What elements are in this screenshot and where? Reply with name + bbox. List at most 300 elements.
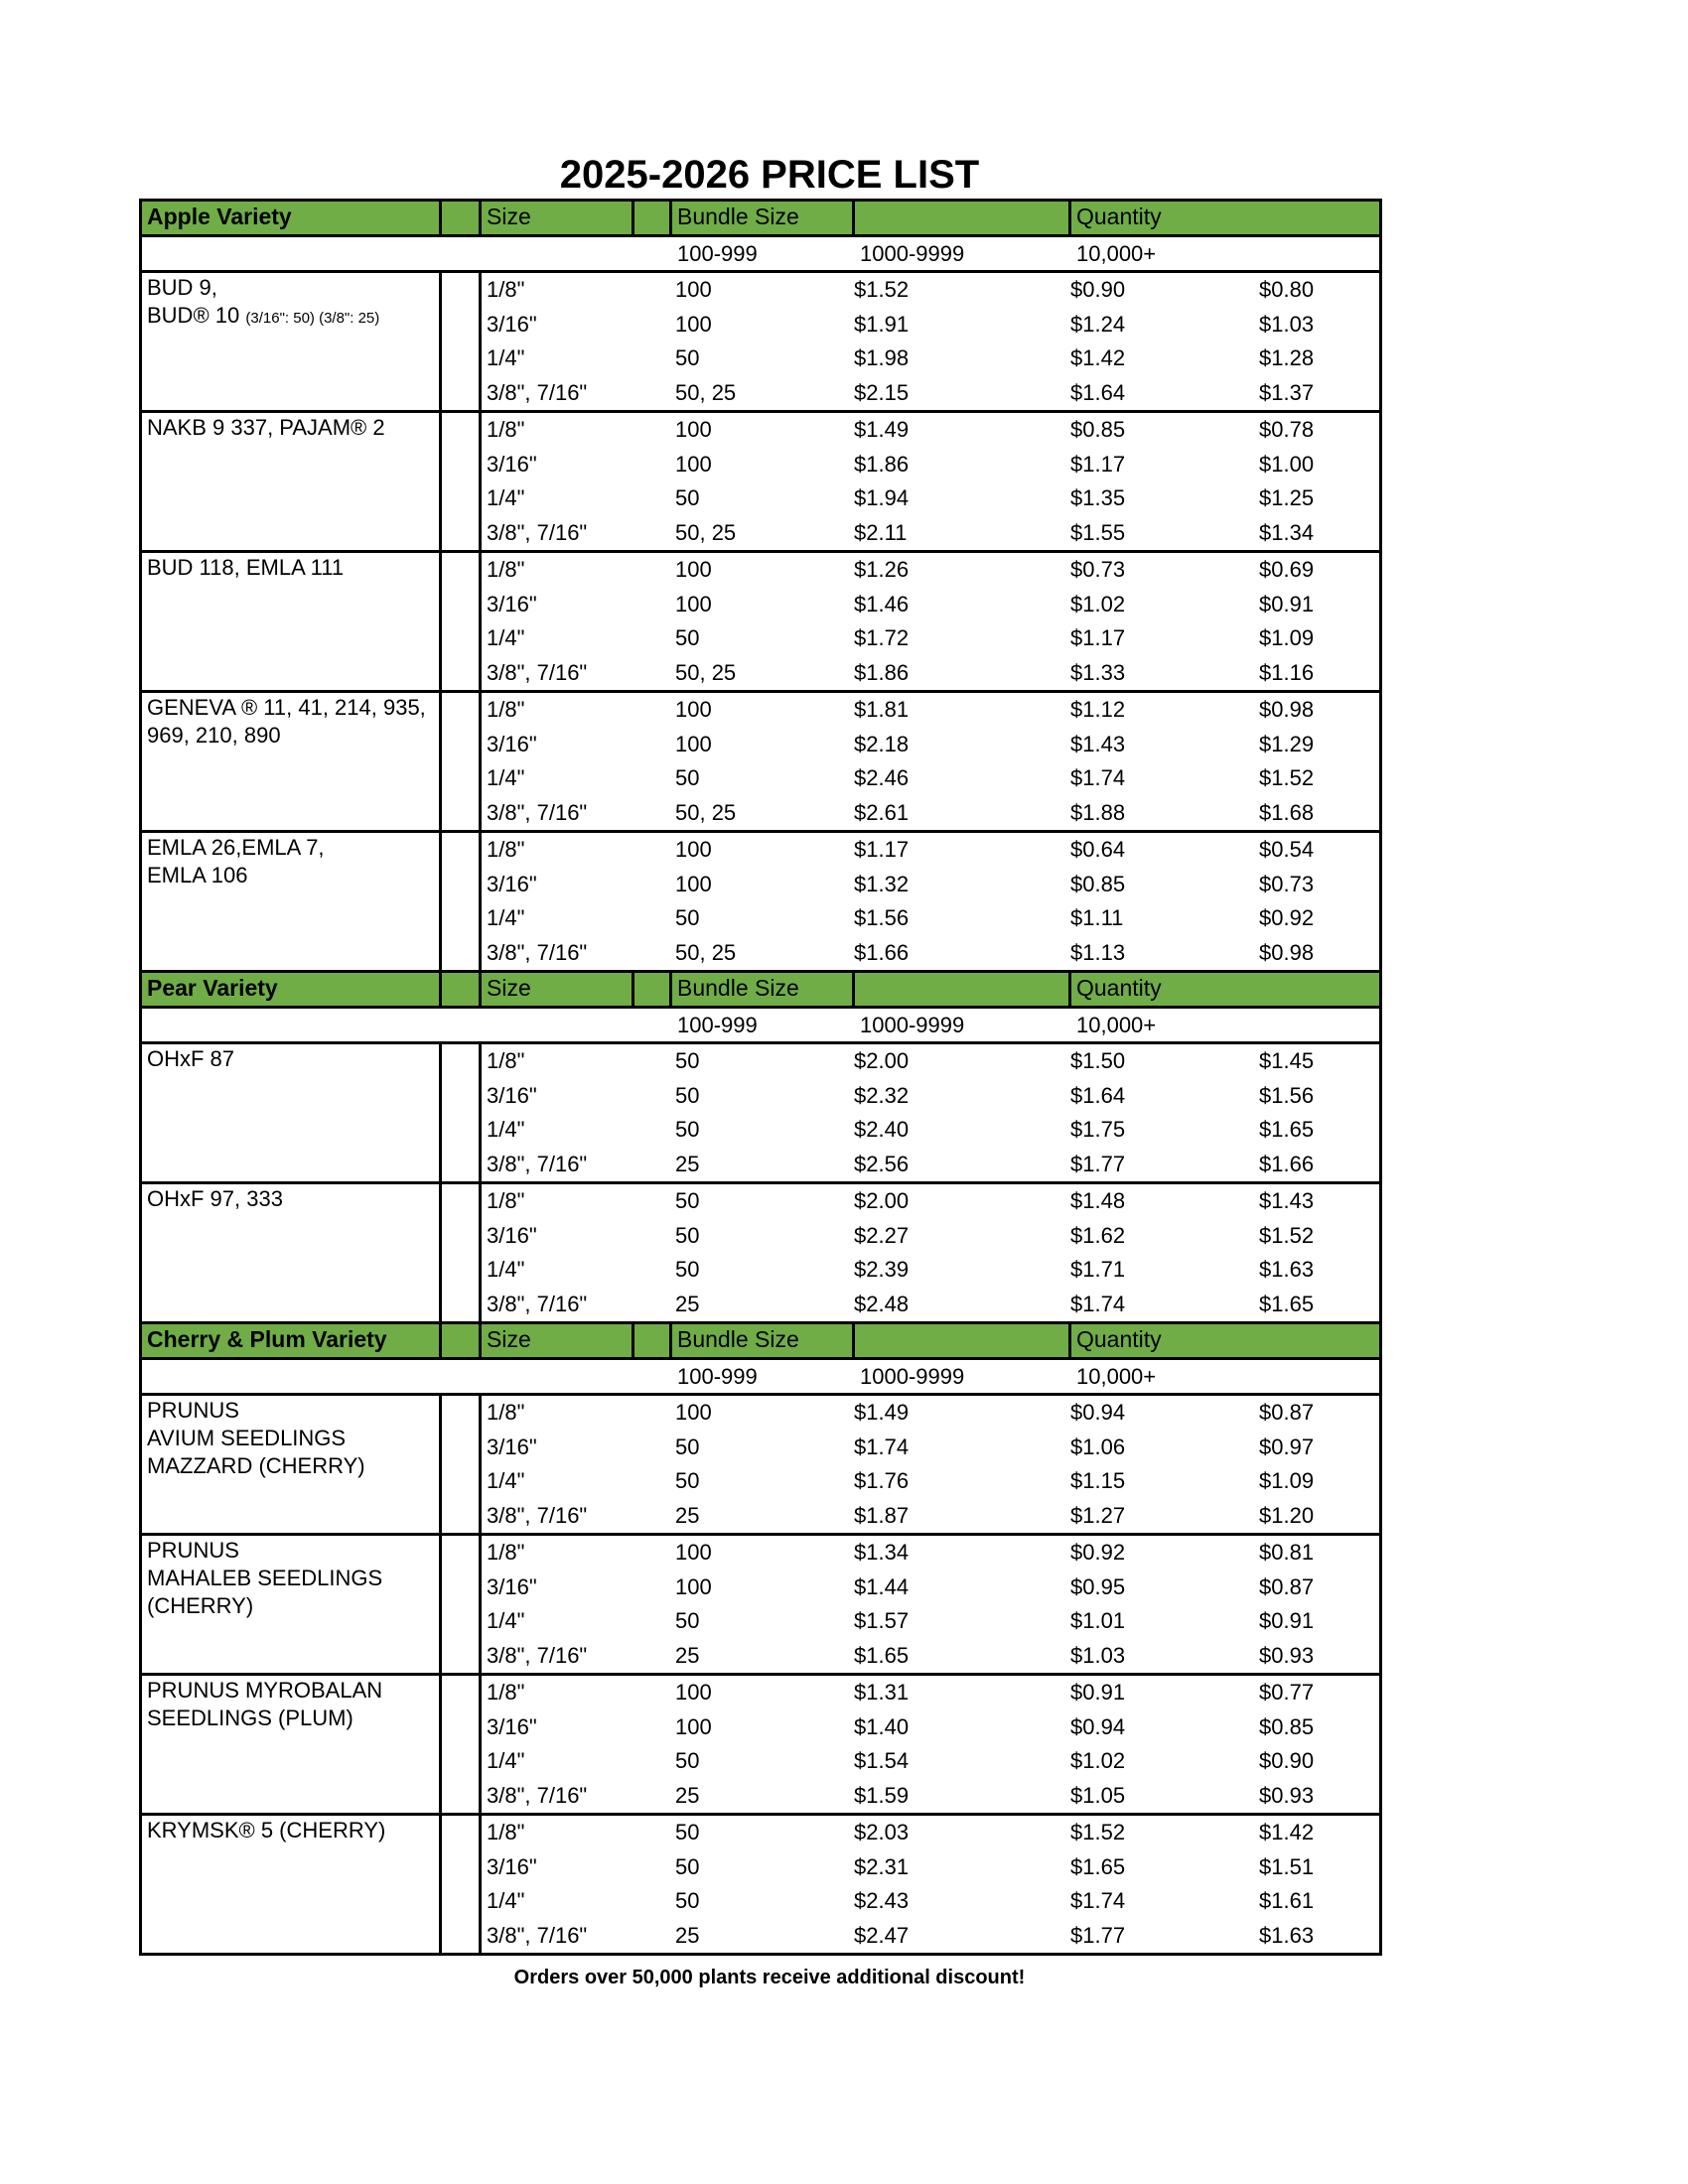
price-10000-plus: $0.80 [1259,277,1315,302]
size-cell: 1/4" [487,1257,525,1282]
price-1000-9999: $0.92 [1070,1540,1126,1565]
quantity-tiers [142,1360,1379,1396]
variety-name-line [147,1677,434,1705]
table-row [482,833,1379,868]
price-10000-plus: $0.98 [1259,939,1315,965]
price-10000-plus: $1.16 [1259,659,1315,685]
price-1000-9999: $1.74 [1070,1888,1126,1913]
size-cell: 1/4" [487,1468,525,1493]
table-row [482,1396,1379,1431]
variety-name-line [147,1397,434,1425]
price-10000-plus: $1.34 [1259,519,1315,545]
price-100-999: $2.47 [854,1922,910,1948]
column-spacer [442,553,482,690]
price-10000-plus: $0.91 [1259,591,1315,616]
table-row [482,1253,1379,1288]
price-1000-9999: $1.03 [1070,1642,1126,1668]
size-cell: 1/8" [487,417,525,442]
size-cell: 1/4" [487,345,525,370]
column-spacer [442,1536,482,1673]
bundle-size-cell: 25 [675,1151,700,1176]
price-10000-plus: $1.37 [1259,379,1315,405]
price-1000-9999: $1.74 [1070,1291,1126,1316]
size-cell: 1/8" [487,1820,525,1844]
bundle-size-cell: 50 [675,1608,700,1633]
variety-name-text: NAKB 9 337, PAJAM® 2 [147,415,385,440]
size-cell: 3/8", 7/16" [487,939,588,965]
price-1000-9999: $0.73 [1070,557,1126,582]
variety-name-line [147,1045,434,1073]
price-10000-plus: $1.68 [1259,799,1315,825]
header-spacer [1260,973,1379,1006]
bundle-size-cell: 100 [675,697,712,722]
variety-name-text: BUD 118, EMLA 111 [147,555,345,580]
size-rows [482,693,1379,830]
price-10000-plus: $0.54 [1259,837,1315,862]
price-1000-9999: $1.17 [1070,625,1126,650]
variety-name-line [147,414,434,442]
size-cell: 1/8" [487,1048,525,1073]
price-10000-plus: $1.65 [1259,1117,1315,1142]
price-1000-9999: $1.50 [1070,1048,1126,1073]
size-cell: 1/4" [487,765,525,790]
variety-name [142,833,442,970]
size-cell: 1/8" [487,557,525,582]
bundle-size-cell: 50, 25 [675,519,737,545]
variety-name-line [147,722,434,750]
header-spacer [442,973,482,1006]
variety-group [142,1044,1379,1184]
price-10000-plus: $1.66 [1259,1151,1315,1176]
price-100-999: $1.54 [854,1748,910,1773]
price-10000-plus: $1.25 [1259,485,1315,510]
price-1000-9999: $1.52 [1070,1820,1126,1844]
variety-name-line [147,1537,434,1565]
price-1000-9999: $1.01 [1070,1608,1126,1633]
table-row [482,1044,1379,1079]
variety-name [142,1676,442,1813]
table-row [482,516,1379,551]
price-1000-9999: $1.74 [1070,765,1126,790]
size-cell: 3/16" [487,1082,537,1108]
variety-name-line [147,1705,434,1732]
variety-name-line [147,694,434,722]
variety-name-line [147,1817,434,1844]
bundle-size-cell: 100 [675,1713,712,1739]
price-10000-plus: $1.51 [1259,1853,1315,1879]
table-row [482,413,1379,448]
size-cell: 3/8", 7/16" [487,659,588,685]
price-100-999: $1.87 [854,1502,910,1528]
price-100-999: $1.32 [854,871,910,896]
size-cell: 1/8" [487,837,525,862]
bundle-size-cell: 50 [675,485,700,510]
tier-1000-9999: 1000-9999 [860,1364,965,1389]
table-row [482,376,1379,411]
tier-10000-plus: 10,000+ [1076,1364,1157,1389]
table-row [482,728,1379,762]
price-1000-9999: $1.65 [1070,1853,1126,1879]
price-100-999: $1.57 [854,1608,910,1633]
size-rows [482,1396,1379,1533]
quantity-header: Quantity [1076,204,1162,229]
quantity-tiers [142,237,1379,273]
price-1000-9999: $0.94 [1070,1400,1126,1425]
variety-group [142,693,1379,833]
bundle-size-cell: 100 [675,1540,712,1565]
price-10000-plus: $0.78 [1259,417,1315,442]
table-row [482,868,1379,902]
variety-group [142,1536,1379,1676]
size-rows [482,413,1379,550]
price-1000-9999: $0.85 [1070,417,1126,442]
price-100-999: $1.98 [854,345,910,370]
tier-spacer [634,1360,672,1393]
price-10000-plus: $1.43 [1259,1188,1315,1213]
price-10000-plus: $0.97 [1259,1433,1315,1459]
column-spacer [442,1044,482,1181]
size-cell: 1/4" [487,905,525,930]
table-row [482,1710,1379,1745]
price-10000-plus: $1.63 [1259,1257,1315,1282]
price-100-999: $1.49 [854,417,910,442]
size-cell: 3/8", 7/16" [487,799,588,825]
bundle-size-cell: 50 [675,1820,700,1844]
price-1000-9999: $1.27 [1070,1502,1126,1528]
price-100-999: $2.27 [854,1222,910,1248]
column-spacer [442,1816,482,1953]
price-1000-9999: $1.33 [1070,659,1126,685]
bundle-size-cell: 25 [675,1291,700,1316]
table-row [482,796,1379,831]
bundle-size-cell: 50 [675,765,700,790]
price-100-999: $1.86 [854,451,910,477]
bundle-size-cell: 100 [675,1400,712,1425]
size-rows [482,273,1379,410]
table-row [482,1464,1379,1499]
bundle-size-cell: 100 [675,451,712,477]
bundle-size-cell: 50 [675,1433,700,1459]
price-100-999: $2.56 [854,1151,910,1176]
bundle-size-cell: 50 [675,625,700,650]
variety-name-text: PRUNUS [147,1538,239,1563]
variety-group [142,273,1379,413]
variety-name-line [147,554,434,582]
price-1000-9999: $0.94 [1070,1713,1126,1739]
bundle-size-cell: 100 [675,837,712,862]
price-1000-9999: $1.77 [1070,1922,1126,1948]
price-100-999: $1.74 [854,1433,910,1459]
column-spacer [442,273,482,410]
price-100-999: $1.86 [854,659,910,685]
table-row [482,693,1379,728]
variety-name [142,413,442,550]
table-row [482,1219,1379,1254]
bundle-size-cell: 25 [675,1922,700,1948]
price-100-999: $2.15 [854,379,910,405]
price-1000-9999: $1.17 [1070,451,1126,477]
price-10000-plus: $1.09 [1259,1468,1315,1493]
bundle-size-header: Bundle Size [672,202,855,234]
size-cell: 1/4" [487,1608,525,1633]
size-rows [482,833,1379,970]
price-10000-plus: $0.91 [1259,1608,1315,1633]
price-100-999: $1.76 [854,1468,910,1493]
variety-group [142,553,1379,693]
price-10000-plus: $0.87 [1259,1573,1315,1599]
price-10000-plus: $0.93 [1259,1642,1315,1668]
size-rows [482,553,1379,690]
price-10000-plus: $1.63 [1259,1922,1315,1948]
size-cell: 3/8", 7/16" [487,519,588,545]
column-spacer [442,1184,482,1321]
section-title: Apple Variety [142,202,442,234]
price-10000-plus: $0.98 [1259,697,1315,722]
table-row [482,1676,1379,1710]
size-header: Size [482,1324,634,1357]
price-100-999: $1.44 [854,1573,910,1599]
header-spacer [1260,202,1379,234]
price-1000-9999: $0.91 [1070,1680,1126,1705]
variety-group [142,1676,1379,1816]
variety-name-text: PRUNUS MYROBALAN [147,1678,383,1703]
price-10000-plus: $0.73 [1259,871,1315,896]
size-cell: 3/8", 7/16" [487,1291,588,1316]
header-spacer [1260,1324,1379,1357]
size-cell: 3/16" [487,451,537,477]
table-row [482,761,1379,796]
price-10000-plus: $0.85 [1259,1713,1315,1739]
size-header: Size [482,973,634,1006]
price-10000-plus: $0.90 [1259,1748,1315,1773]
size-cell: 3/16" [487,1433,537,1459]
variety-name [142,1816,442,1953]
variety-name-line [147,1185,434,1213]
price-10000-plus: $0.93 [1259,1782,1315,1808]
variety-group [142,833,1379,970]
price-100-999: $1.40 [854,1713,910,1739]
table-row [482,1604,1379,1639]
tier-spacer [442,1009,482,1041]
header-spacer [634,202,672,234]
size-cell: 1/8" [487,1400,525,1425]
column-spacer [442,693,482,830]
variety-name-text: PRUNUS [147,1398,239,1423]
price-10000-plus: $1.65 [1259,1291,1315,1316]
size-rows [482,1044,1379,1181]
header-spacer [442,1324,482,1357]
tier-1000-9999: 1000-9999 [860,241,965,266]
price-10000-plus: $1.20 [1259,1502,1315,1528]
size-cell: 1/8" [487,1680,525,1705]
price-100-999: $1.72 [854,625,910,650]
price-100-999: $2.00 [854,1188,910,1213]
variety-name [142,273,442,410]
tier-spacer [482,237,634,270]
table-row [482,1499,1379,1534]
bundle-size-cell: 50 [675,345,700,370]
price-table [139,199,1382,1956]
variety-name-line [147,1592,434,1620]
header-spacer [442,202,482,234]
size-cell: 1/8" [487,277,525,302]
size-cell: 3/16" [487,1713,537,1739]
price-10000-plus: $1.52 [1259,1222,1315,1248]
bundle-size-cell: 50 [675,1082,700,1108]
variety-name-line [147,274,434,302]
variety-section [139,1321,1382,1956]
variety-name-line [147,1452,434,1480]
bundle-size-cell: 100 [675,1680,712,1705]
variety-name-text: (CHERRY) [147,1593,254,1618]
tier-spacer [442,237,482,270]
price-1000-9999: $1.62 [1070,1222,1126,1248]
price-100-999: $2.03 [854,1820,910,1844]
price-1000-9999: $1.35 [1070,485,1126,510]
column-spacer [442,413,482,550]
section-header [142,973,1379,1009]
variety-name-line [147,302,434,333]
price-10000-plus: $1.28 [1259,345,1315,370]
variety-name-line [147,1565,434,1592]
price-10000-plus: $1.29 [1259,731,1315,756]
size-cell: 1/8" [487,697,525,722]
variety-name-text: EMLA 26,EMLA 7, [147,835,325,860]
bundle-size-cell: 50, 25 [675,659,737,685]
table-row [482,656,1379,691]
size-cell: 3/8", 7/16" [487,1502,588,1528]
price-10000-plus: $1.03 [1259,311,1315,337]
bundle-size-cell: 100 [675,1573,712,1599]
page-title: 2025-2026 PRICE LIST [559,153,980,197]
size-cell: 3/16" [487,1573,537,1599]
price-100-999: $2.39 [854,1257,910,1282]
price-100-999: $1.94 [854,485,910,510]
bundle-size-cell: 100 [675,731,712,756]
price-1000-9999: $1.88 [1070,799,1126,825]
bundle-size-cell: 100 [675,557,712,582]
table-row [482,1184,1379,1219]
price-1000-9999: $1.06 [1070,1433,1126,1459]
price-10000-plus: $0.77 [1259,1680,1315,1705]
variety-group [142,413,1379,553]
bundle-size-cell: 50 [675,1468,700,1493]
section-header [142,202,1379,237]
variety-name-text: MAHALEB SEEDLINGS [147,1566,383,1590]
table-row [482,1113,1379,1148]
price-100-999: $1.26 [854,557,910,582]
price-100-999: $2.40 [854,1117,910,1142]
variety-name-text: EMLA 106 [147,863,248,887]
bundle-size-cell: 50 [675,1748,700,1773]
tier-10000-plus: 10,000+ [1076,241,1157,266]
table-row [482,1570,1379,1605]
price-100-999: $1.52 [854,277,910,302]
price-100-999: $2.18 [854,731,910,756]
tier-spacer [142,1360,442,1393]
price-1000-9999: $1.13 [1070,939,1126,965]
table-row [482,1536,1379,1570]
variety-group [142,1396,1379,1536]
price-100-999: $2.31 [854,1853,910,1879]
table-row [482,621,1379,656]
price-10000-plus: $1.09 [1259,625,1315,650]
variety-group [142,1184,1379,1321]
price-100-999: $2.48 [854,1291,910,1316]
variety-name-line [147,834,434,862]
price-10000-plus: $0.87 [1259,1400,1315,1425]
table-row [482,1850,1379,1885]
size-cell: 3/16" [487,871,537,896]
bundle-size-cell: 100 [675,871,712,896]
bundle-size-cell: 50 [675,1048,700,1073]
size-rows [482,1184,1379,1321]
price-10000-plus: $0.69 [1259,557,1315,582]
table-row [482,1288,1379,1322]
variety-name [142,693,442,830]
table-row [482,273,1379,308]
variety-name-text: OHxF 97, 333 [147,1186,283,1211]
variety-name-text: BUD® 10 [147,303,240,328]
price-1000-9999: $1.02 [1070,1748,1126,1773]
table-row [482,588,1379,622]
price-100-999: $2.32 [854,1082,910,1108]
size-cell: 3/16" [487,591,537,616]
price-100-999: $1.31 [854,1680,910,1705]
variety-name [142,1536,442,1673]
variety-name [142,1184,442,1321]
price-1000-9999: $1.64 [1070,1082,1126,1108]
price-10000-plus: $0.92 [1259,905,1315,930]
variety-name-text: GENEVA ® 11, 41, 214, 935, [147,695,426,720]
price-100-999: $1.17 [854,837,910,862]
variety-bundle-note: (3/16": 50) (3/8": 25) [245,310,380,327]
size-cell: 1/8" [487,1540,525,1565]
table-row [482,481,1379,516]
bundle-size-cell: 25 [675,1502,700,1528]
price-100-999: $1.59 [854,1782,910,1808]
variety-name [142,1396,442,1533]
table-row [482,448,1379,482]
tier-spacer [634,1009,672,1041]
table-row [482,1431,1379,1465]
tier-spacer [482,1009,634,1041]
column-spacer [442,1396,482,1533]
price-1000-9999: $1.11 [1070,905,1124,930]
size-cell: 3/16" [487,311,537,337]
bundle-size-cell: 50, 25 [675,799,737,825]
header-spacer [855,202,1071,234]
price-100-999: $2.11 [854,519,908,545]
price-10000-plus: $0.81 [1259,1540,1315,1565]
price-1000-9999: $1.12 [1070,697,1126,722]
price-1000-9999: $1.55 [1070,519,1126,545]
size-header: Size [482,202,634,234]
variety-name-text: MAZZARD (CHERRY) [147,1453,365,1478]
size-cell: 1/4" [487,1117,525,1142]
tier-spacer [142,1009,442,1041]
bundle-size-cell: 50, 25 [675,379,737,405]
variety-name-text: 969, 210, 890 [147,723,281,748]
table-row [482,1779,1379,1814]
tier-1000-9999: 1000-9999 [860,1013,965,1037]
variety-name-line [147,862,434,889]
variety-name-text: SEEDLINGS (PLUM) [147,1706,353,1730]
price-100-999: $1.81 [854,697,910,722]
price-1000-9999: $1.24 [1070,311,1126,337]
quantity-header: Quantity [1076,975,1162,1001]
tier-spacer [634,237,672,270]
